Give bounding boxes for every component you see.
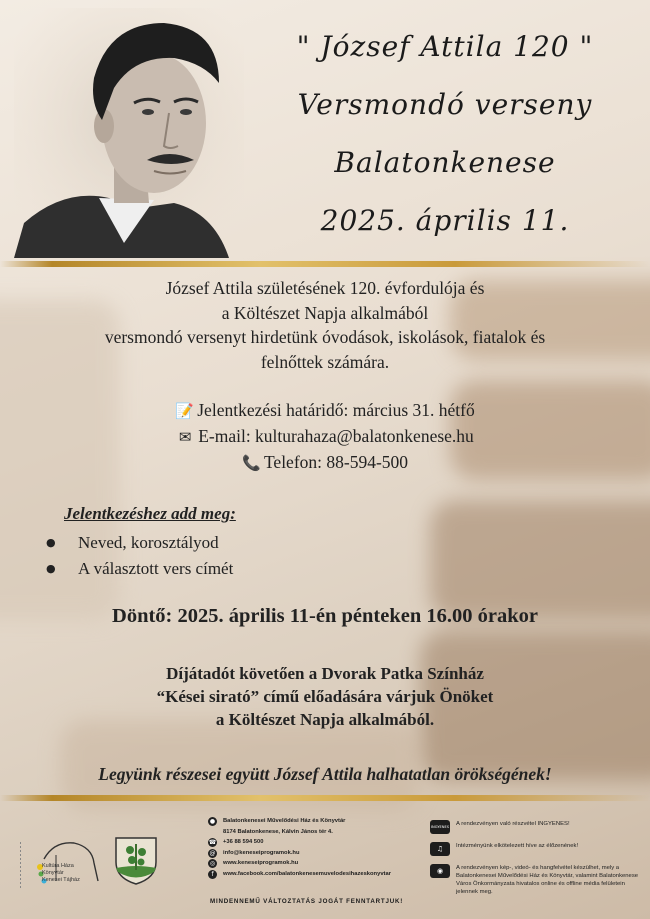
free-badge-icon: INGYENES <box>430 820 450 834</box>
camera-icon: ◉ <box>430 864 450 878</box>
performance-line-1: Díjátadót követően a Dvorak Patka Színház <box>166 664 484 683</box>
footer <box>0 802 650 919</box>
free-entry-row <box>430 820 642 834</box>
deadline-text: Jelentkezési határidő: március 31. hétfő <box>197 400 475 420</box>
contact-info <box>40 398 610 476</box>
title-line-1: " József Attila 120 " <box>296 30 594 63</box>
intro-line-4: felnőttek számára. <box>260 351 390 372</box>
registration-item-1: Neved, korosztályod <box>78 533 219 552</box>
performance-line-2: “Kései sirató” című előadására várjuk Önöket <box>156 687 494 706</box>
bullet-icon: ● <box>46 562 56 575</box>
memo-icon: 📝 <box>175 402 194 420</box>
email-text: E-mail: kulturahaza@balatonkenese.hu <box>198 426 474 446</box>
phone-text: Telefon: 88-594-500 <box>263 452 409 472</box>
deadline-row <box>40 398 610 424</box>
phone-row <box>208 837 418 848</box>
performance-line-3: a Költészet Napja alkalmából. <box>215 710 435 729</box>
kultura-haza-logo <box>32 837 102 887</box>
media-text: A rendezvényen kép-, videó- és hangfelvétel készülhet, mely a Balatonkenesei Művelődési Ház és Könyvtár, valamint Balatonkenese Város Önkormányzata hivatalos online és offline média felületein jelennek meg. <box>456 865 639 895</box>
org-address: 8174 Balatonkenese, Kálvin János tér 4. <box>223 828 333 835</box>
event-notes <box>430 820 642 904</box>
intro-text <box>40 276 610 374</box>
bullet-icon: ● <box>46 536 56 549</box>
closing-slogan: Legyünk részesei együtt József Attila halhatatlan örökségének! <box>98 764 552 784</box>
registration-heading: Jelentkezéshez add meg: <box>64 504 236 523</box>
title-line-4: 2025. április 11. <box>320 204 570 237</box>
registration-list <box>46 530 233 582</box>
live-music-text: Intézményünk elkötelezett híve az élőzenének! <box>456 843 579 849</box>
event-title <box>260 18 630 250</box>
organization-info <box>208 816 418 879</box>
phone-icon: ☎ <box>208 839 217 846</box>
live-music-row <box>430 842 642 856</box>
poet-portrait <box>14 8 244 258</box>
footer-phone: +36 88 594 500 <box>223 839 264 845</box>
intro-line-2: a Költészet Napja alkalmából <box>221 302 429 323</box>
email-row <box>40 424 610 450</box>
final-date: Döntő: 2025. április 11-én pénteken 16.00 órakor <box>112 605 538 627</box>
footer-web[interactable]: www.keneseiprogramok.hu <box>223 860 299 866</box>
media-row <box>430 864 642 896</box>
gold-divider-top <box>0 261 650 267</box>
email-row <box>208 848 418 859</box>
registration-item-2: A választott vers címét <box>78 559 234 578</box>
gold-divider-bottom <box>0 795 650 801</box>
facebook-row <box>208 869 418 880</box>
globe-icon: ◎ <box>209 860 216 867</box>
performance-info <box>40 662 610 731</box>
org-name: Balatonkenesei Művelődési Ház és Könyvtár <box>223 818 346 824</box>
facebook-icon: f <box>208 870 217 879</box>
web-row <box>208 858 418 869</box>
title-line-2: Versmondó verseny <box>297 88 593 121</box>
intro-line-1: József Attila születésének 120. évfordulója és <box>165 278 485 298</box>
free-entry-text: A rendezvényen való részvétel INGYENES! <box>456 821 570 827</box>
footer-email[interactable]: info@keneseiprogramok.hu <box>223 849 300 856</box>
logo-line-2: Könyvtár <box>42 870 64 876</box>
list-item <box>46 556 233 582</box>
logo-line-3: Kenesei Tájház <box>42 877 80 883</box>
address-row <box>208 816 418 837</box>
mail-icon: @ <box>209 849 216 857</box>
location-pin-icon: ● <box>209 818 216 825</box>
town-crest-icon <box>114 836 158 886</box>
music-icon: ♫ <box>430 842 450 856</box>
logo-line-1: Kultúra Háza <box>42 863 74 869</box>
telephone-icon: 📞 <box>241 454 261 472</box>
envelope-icon: ✉ <box>178 428 192 446</box>
change-notice: MINDENNEMŰ VÁLTOZTATÁS JOGÁT FENNTARTJUK! <box>210 898 404 905</box>
title-line-3: Balatonkenese <box>334 146 556 179</box>
vertical-edge-text <box>18 842 23 888</box>
phone-row <box>40 450 610 476</box>
list-item <box>46 530 233 556</box>
intro-line-3: versmondó versenyt hirdetünk óvodások, iskolások, fiatalok és <box>104 327 546 347</box>
footer-facebook[interactable]: www.facebook.com/balatonkenesemuvelodesihazeskonyvtar <box>223 870 391 877</box>
